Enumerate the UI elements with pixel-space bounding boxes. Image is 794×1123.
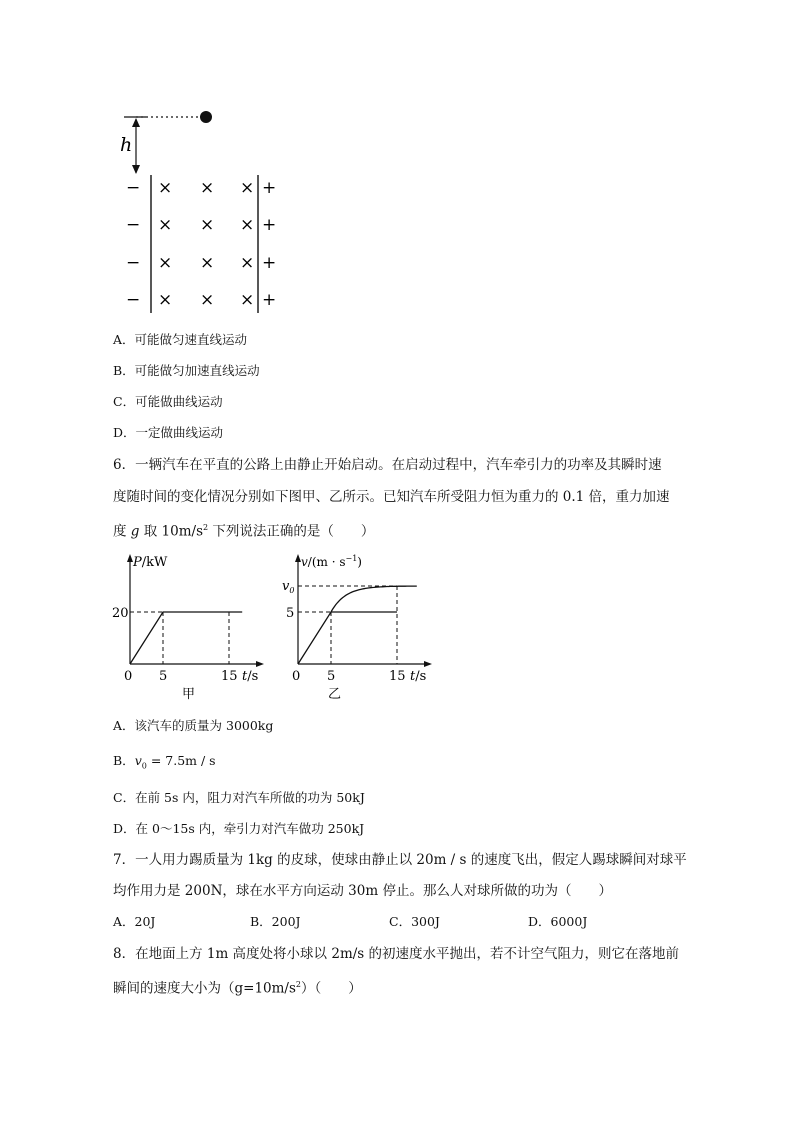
plus-sign: + bbox=[262, 178, 277, 198]
field-figure bbox=[110, 105, 300, 320]
chart-jia bbox=[110, 548, 270, 703]
q6-stem-line-3: 度 g 取 $10m/s^2$ 下列说法正确的是（ ） bbox=[113, 523, 375, 540]
h-label: h bbox=[120, 134, 133, 156]
plus-sign: + bbox=[262, 215, 277, 235]
q5-option-b: B．可能做匀加速直线运动 bbox=[113, 363, 260, 378]
origin-label: 0 bbox=[292, 669, 301, 684]
field-cross: × bbox=[240, 290, 255, 310]
y-axis-label: $v/(m \cdot s^{-1})$ bbox=[301, 554, 362, 569]
y-axis-label: P/kW bbox=[133, 555, 168, 570]
q7-option-c: C．300J bbox=[389, 914, 440, 929]
q7-option-b: B．200J bbox=[250, 914, 301, 929]
minus-sign: − bbox=[126, 215, 141, 235]
x-tick-label: 5 bbox=[159, 669, 168, 684]
field-cross: × bbox=[240, 215, 255, 235]
plus-sign: + bbox=[262, 253, 277, 273]
field-cross: × bbox=[158, 253, 173, 273]
field-cross: × bbox=[240, 178, 255, 198]
series-curve-velocity bbox=[331, 586, 417, 612]
ball bbox=[200, 111, 212, 123]
q5-option-d: D．一定做曲线运动 bbox=[113, 425, 224, 440]
field-cross: × bbox=[200, 253, 215, 273]
y-tick-label: 20 bbox=[112, 606, 129, 621]
x-axis-arrow bbox=[256, 661, 264, 667]
minus-sign: − bbox=[126, 178, 141, 198]
chart-yi bbox=[278, 548, 438, 703]
x-tick-label: 15 bbox=[389, 669, 406, 684]
x-axis-arrow bbox=[424, 661, 432, 667]
minus-sign: − bbox=[126, 290, 141, 310]
q6-option-a: A．该汽车的质量为 3000kg bbox=[113, 718, 274, 733]
q8-stem-line-2: 瞬间的速度大小为$(g=10m/s^2)$（ ） bbox=[113, 980, 362, 997]
x-axis-label: t/s bbox=[242, 669, 259, 684]
field-cross: × bbox=[240, 253, 255, 273]
minus-sign: − bbox=[126, 253, 141, 273]
y-tick-label: 5 bbox=[286, 606, 295, 621]
q6-option-c: C．在前 5s 内，阻力对汽车所做的功为 50kJ bbox=[113, 790, 365, 805]
q8-stem-line-1: 8．在地面上方 1m 高度处将小球以 2m/s 的初速度水平抛出，若不计空气阻力，则它在落地前 bbox=[113, 946, 680, 962]
q6-option-d: D．在 0～15s 内，牵引力对汽车做功 250kJ bbox=[113, 821, 365, 836]
field-cross: × bbox=[200, 178, 215, 198]
field-cross: × bbox=[158, 215, 173, 235]
q7-stem-line-2: 均作用力是 200N，球在水平方向运动 30m 停止。那么人对球所做的功为（ ） bbox=[113, 883, 612, 899]
q7-stem-line-1: 7．一人用力踢质量为 1kg 的皮球，使球由静止以 20m / s 的速度飞出，假定人踢球瞬间对球平 bbox=[113, 852, 687, 868]
q6-stem-line-1: 6．一辆汽车在平直的公路上由静止开始启动。在启动过程中，汽车牵引力的功率及其瞬时速 bbox=[113, 457, 662, 473]
x-tick-label: 5 bbox=[327, 669, 336, 684]
x-axis-label: t/s bbox=[410, 669, 427, 684]
origin-label: 0 bbox=[124, 669, 133, 684]
y-tick-label-v0: $v_0$ bbox=[282, 579, 295, 595]
q5-option-c: C．可能做曲线运动 bbox=[113, 394, 223, 409]
field-cross: × bbox=[200, 215, 215, 235]
q6-stem-line-2: 度随时间的变化情况分别如下图甲、乙所示。已知汽车所受阻力恒为重力的 0.1 倍，重力加速 bbox=[113, 489, 670, 505]
q5-option-a: A．可能做匀速直线运动 bbox=[113, 332, 248, 347]
q7-option-d: D．6000J bbox=[528, 914, 588, 929]
plus-sign: + bbox=[262, 290, 277, 310]
field-cross: × bbox=[200, 290, 215, 310]
series-line-velocity bbox=[298, 612, 397, 664]
q6-option-b: B．$v_0 = 7.5m / s$ bbox=[113, 753, 216, 771]
field-cross: × bbox=[158, 178, 173, 198]
q7-option-a: A．20J bbox=[113, 914, 156, 929]
chart-caption: 乙 bbox=[328, 687, 342, 702]
chart-caption: 甲 bbox=[182, 687, 196, 702]
field-cross: × bbox=[158, 290, 173, 310]
x-tick-label: 15 bbox=[221, 669, 238, 684]
series-line-power bbox=[130, 612, 242, 664]
